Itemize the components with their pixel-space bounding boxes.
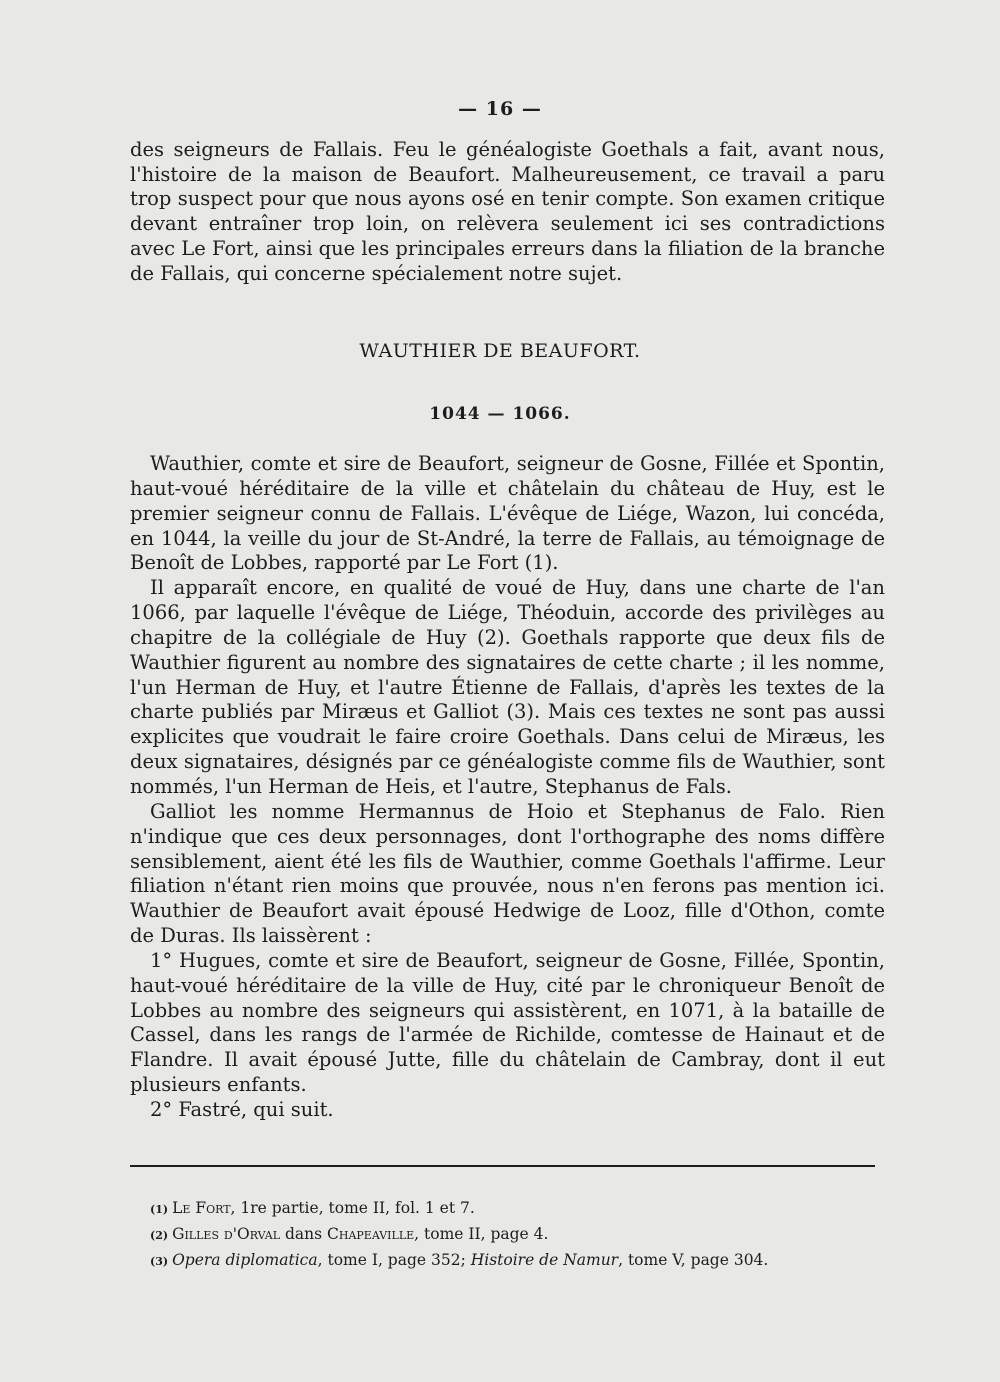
footnote-text: , tome I, page 352;	[317, 1251, 471, 1269]
footnote-text: dans	[280, 1225, 327, 1243]
footnote-2	[150, 1222, 870, 1248]
section-paragraph: 1° Hugues, comte et sire de Beaufort, seigneur de Gosne, Fillée, Spontin, haut-voué héréditaire de la ville de Huy, cité par le chroniqueur Benoît de Lobbes au nombre des seigneurs qui assistèrent, en 1071, à la bataille de Cassel, dans les rangs de l'armée de Richilde, comtesse de Hainaut et de Flandre. Il avait épousé Jutte, fille du châtelain de Cambray, dont il eut plusieurs enfants.	[130, 948, 885, 1097]
section-body	[130, 452, 885, 1123]
footnote-mark: (1)	[150, 1203, 169, 1216]
footnote-3	[150, 1248, 870, 1274]
intro-paragraph: des seigneurs de Fallais. Feu le généalogiste Goethals a fait, avant nous, l'histoire de la maison de Beaufort. Malheureusement, ce travail a paru trop suspect pour que nous ayons osé en tenir compte. Son examen critique devant entraîner trop loin, on relèvera seulement ici ses contradictions avec Le Fort, ainsi que les principales erreurs dans la filiation de la branche de Fallais, qui concerne spécialement notre sujet.	[130, 138, 885, 285]
section-paragraph: Wauthier, comte et sire de Beaufort, seigneur de Gosne, Fillée et Spontin, haut-voué héréditaire de la ville et châtelain du château de Huy, est le premier seigneur connu de Fallais. L'évêque de Liége, Wazon, lui concéda, en 1044, la veille du jour de St-André, la terre de Fallais, au témoignage de Benoît de Lobbes, rapporté par Le Fort (1).	[130, 452, 885, 575]
footnote-text: , tome V, page 304.	[618, 1251, 769, 1269]
footnotes	[150, 1196, 870, 1274]
footnote-author: Le Fort	[172, 1199, 231, 1217]
footnote-text: , 1re partie, tome II, fol. 1 et 7.	[230, 1199, 475, 1217]
footnote-text: , tome II, page 4.	[414, 1225, 549, 1243]
section-dates: 1044 — 1066.	[429, 404, 571, 424]
section-title: WAUTHIER DE BEAUFORT.	[359, 340, 641, 362]
footnote-author: Chapeaville	[327, 1225, 415, 1243]
section-paragraph: 2° Fastré, qui suit.	[150, 1097, 334, 1121]
section-paragraph: Galliot les nomme Hermannus de Hoio et Stephanus de Falo. Rien n'indique que ces deux personnages, dont l'orthographe des noms diffère sensiblement, aient été les fils de Wauthier, comme Goethals l'affirme. Leur filiation n'étant rien moins que prouvée, nous n'en ferons pas mention ici. Wauthier de Beaufort avait épousé Hedwige de Looz, fille d'Othon, comte de Duras. Ils laissèrent :	[130, 799, 885, 948]
footnote-title: Histoire de Namur	[470, 1251, 619, 1269]
section-paragraph: Il apparaît encore, en qualité de voué de Huy, dans une charte de l'an 1066, par laquelle l'évêque de Liége, Théoduin, accorde des privilèges au chapitre de la collégiale de Huy (2). Goethals rapporte que deux fils de Wauthier figurent au nombre des signataires de cette charte ; il les nomme, l'un Herman de Huy, et l'autre Étienne de Fallais, d'après les textes de la charte publiés par Miræus et Galliot (3). Mais ces textes ne sont pas aussi explicites que voudrait le faire croire Goethals. Dans celui de Miræus, les deux signataires, désignés par ce généalogiste comme fils de Wauthier, sont nommés, l'un Herman de Heis, et l'autre, Stephanus de Fals.	[130, 576, 885, 798]
footnote-mark: (2)	[150, 1229, 169, 1242]
footnote-title: Opera diplomatica	[172, 1251, 318, 1269]
intro-text	[130, 138, 885, 286]
footnote-mark: (3)	[150, 1255, 169, 1268]
footnote-divider	[130, 1165, 875, 1167]
footnote-1	[150, 1196, 870, 1222]
page-number: — 16 —	[458, 98, 542, 120]
footnote-author: Gilles d'Orval	[172, 1225, 281, 1243]
